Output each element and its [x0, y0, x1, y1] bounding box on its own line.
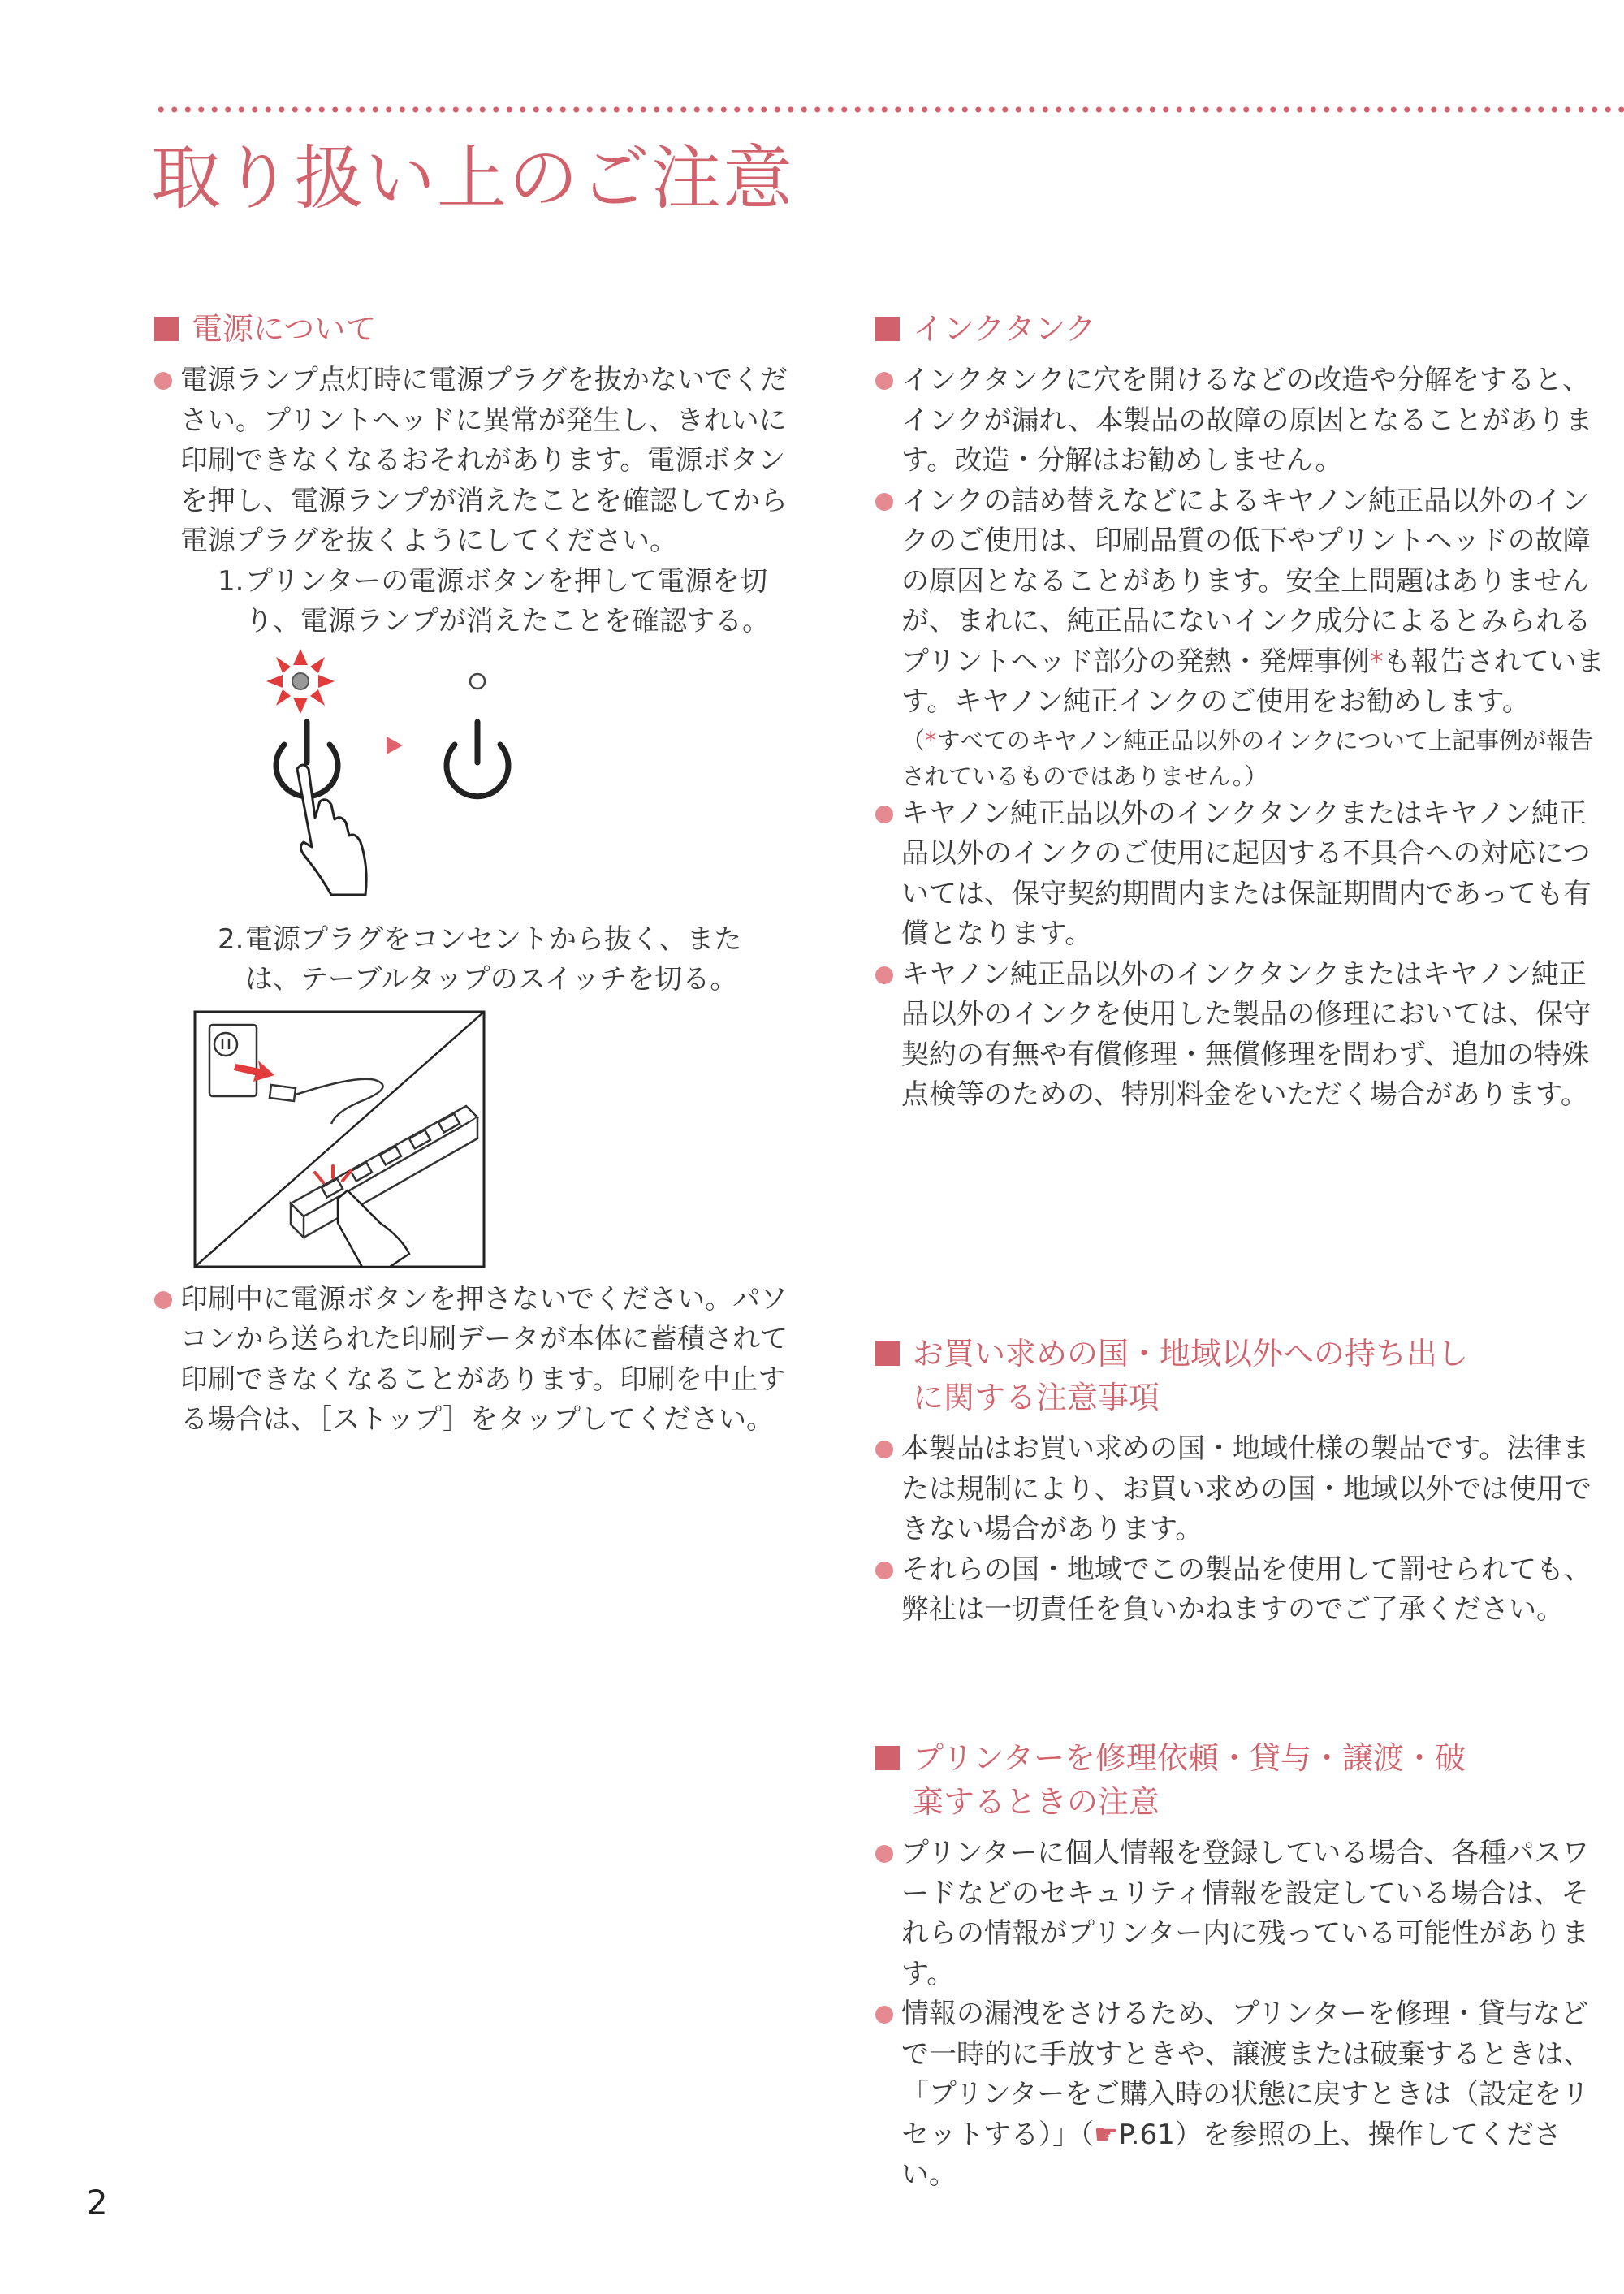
arrow-right-icon	[387, 737, 403, 754]
bullet-dot-icon	[875, 966, 893, 984]
unlit-lamp-icon	[470, 674, 485, 689]
bullet-dot-icon	[875, 1845, 893, 1863]
power-bullet-1: 電源ランプ点灯時に電源プラグを抜かないでください。プリントヘッドに異常が発生し、きれいに印刷できなくなるおそれがあります。電源ボタンを押し、電源ランプが消えたことを確認してから電源プラグを抜くようにしてください。	[154, 361, 796, 562]
bullet-dot-icon	[154, 372, 172, 390]
heading-square-icon	[875, 317, 900, 341]
bullet-dot-icon	[875, 1441, 893, 1458]
ink-section	[875, 307, 1606, 1116]
bullet-dot-icon	[875, 372, 893, 390]
export-heading: お買い求めの国・地域以外への持ち出し に関する注意事項	[875, 1332, 1606, 1419]
bullet-dot-icon	[875, 2006, 893, 2024]
bullet-dot-icon	[875, 806, 893, 823]
step-2: 2. 電源プラグをコンセントから抜く、または、テーブルタップのスイッチを切る。	[218, 922, 742, 996]
export-bullet-1: 本製品はお買い求めの国・地域仕様の製品です。法律または規制により、お買い求めの国・地域以外では使用できない場合があります。	[875, 1429, 1606, 1550]
bullet-dot-icon	[875, 493, 893, 511]
power-off-illustration	[161, 647, 745, 915]
power-bullet-2: 印刷中に電源ボタンを押さないでください。パソコンから送られた印刷データが本体に蓄積されて印刷できなくなることがあります。印刷を中止する場合は、［ストップ］をタップしてください。	[154, 1280, 796, 1441]
blinking-lamp-icon	[266, 649, 335, 714]
ink-bullet-2: インクの詰め替えなどによるキヤノン純正品以外のインクのご使用は、印刷品質の低下やプリントヘッドの故障の原因となることがあります。安全上問題はありませんが、まれに、純正品にないインク成分によるとみられるプリントヘッド部分の発熱・発煙事例*も報告されています。キヤノン純正インクのご使用をお勧めします。	[875, 482, 1606, 723]
unplug-illustration	[193, 1010, 486, 1268]
heading-square-icon	[875, 1746, 900, 1770]
ink-bullet-3: キヤノン純正品以外のインクタンクまたはキヤノン純正品以外のインクのご使用に起因する不具合への対応については、保守契約期間内または保証期間内であっても有償となります。	[875, 794, 1606, 955]
ink-bullet-4: キヤノン純正品以外のインクタンクまたはキヤノン純正品以外のインクを使用した製品の修理においては、保守契約の有無や有償修理・無償修理を問わず、追加の特殊点検等のための、特別料金をいただく場合があります。	[875, 955, 1606, 1116]
power-steps	[218, 562, 796, 1268]
page-reference-link[interactable]: P.61	[1118, 2118, 1175, 2151]
footnote-asterisk: *	[1369, 645, 1384, 678]
page-number: 2	[86, 2183, 108, 2223]
power-heading: 電源について	[154, 307, 796, 351]
repair-section	[875, 1736, 1606, 2196]
page-title: 取り扱い上のご注意	[151, 138, 794, 219]
power-section	[154, 307, 796, 1441]
ink-footnote: （*すべてのキヤノン純正品以外のインクについて上記事例が報告されているものではありません。）	[901, 726, 1594, 790]
export-section	[875, 1332, 1606, 1631]
heading-square-icon	[154, 317, 179, 341]
bullet-dot-icon	[154, 1291, 172, 1309]
ink-bullet-1: インクタンクに穴を開けるなどの改造や分解をすると、インクが漏れ、本製品の故障の原因となることがあります。改造・分解はお勧めしません。	[875, 361, 1606, 482]
power-off-icon	[447, 722, 508, 797]
wall-outlet-icon	[209, 1025, 257, 1096]
dotted-rule	[154, 106, 1624, 113]
step-1: 1. プリンターの電源ボタンを押して電源を切り、電源ランプが消えたことを確認する。	[218, 564, 770, 637]
heading-square-icon	[875, 1341, 900, 1366]
page-pointer-icon: ☛	[1093, 2118, 1119, 2151]
repair-bullet-1: プリンターに個人情報を登録している場合、各種パスワードなどのセキュリティ情報を設定している場合は、それらの情報がプリンター内に残っている可能性があります。	[875, 1834, 1606, 1994]
ink-heading: インクタンク	[875, 307, 1606, 351]
export-bullet-2: それらの国・地域でこの製品を使用して罰せられても、弊社は一切責任を負いかねますのでご了承ください。	[875, 1550, 1606, 1631]
repair-bullet-2: 情報の漏洩をさけるため、プリンターを修理・貸与などで一時的に手放すときや、譲渡または破棄するときは、「プリンターをご購入時の状態に戻すときは（設定をリセットする）」（☛P.61）を参照の上、操作してください。	[875, 1994, 1606, 2196]
repair-heading: プリンターを修理依頼・貸与・譲渡・破 棄するときの注意	[875, 1736, 1606, 1824]
bullet-dot-icon	[875, 1562, 893, 1579]
